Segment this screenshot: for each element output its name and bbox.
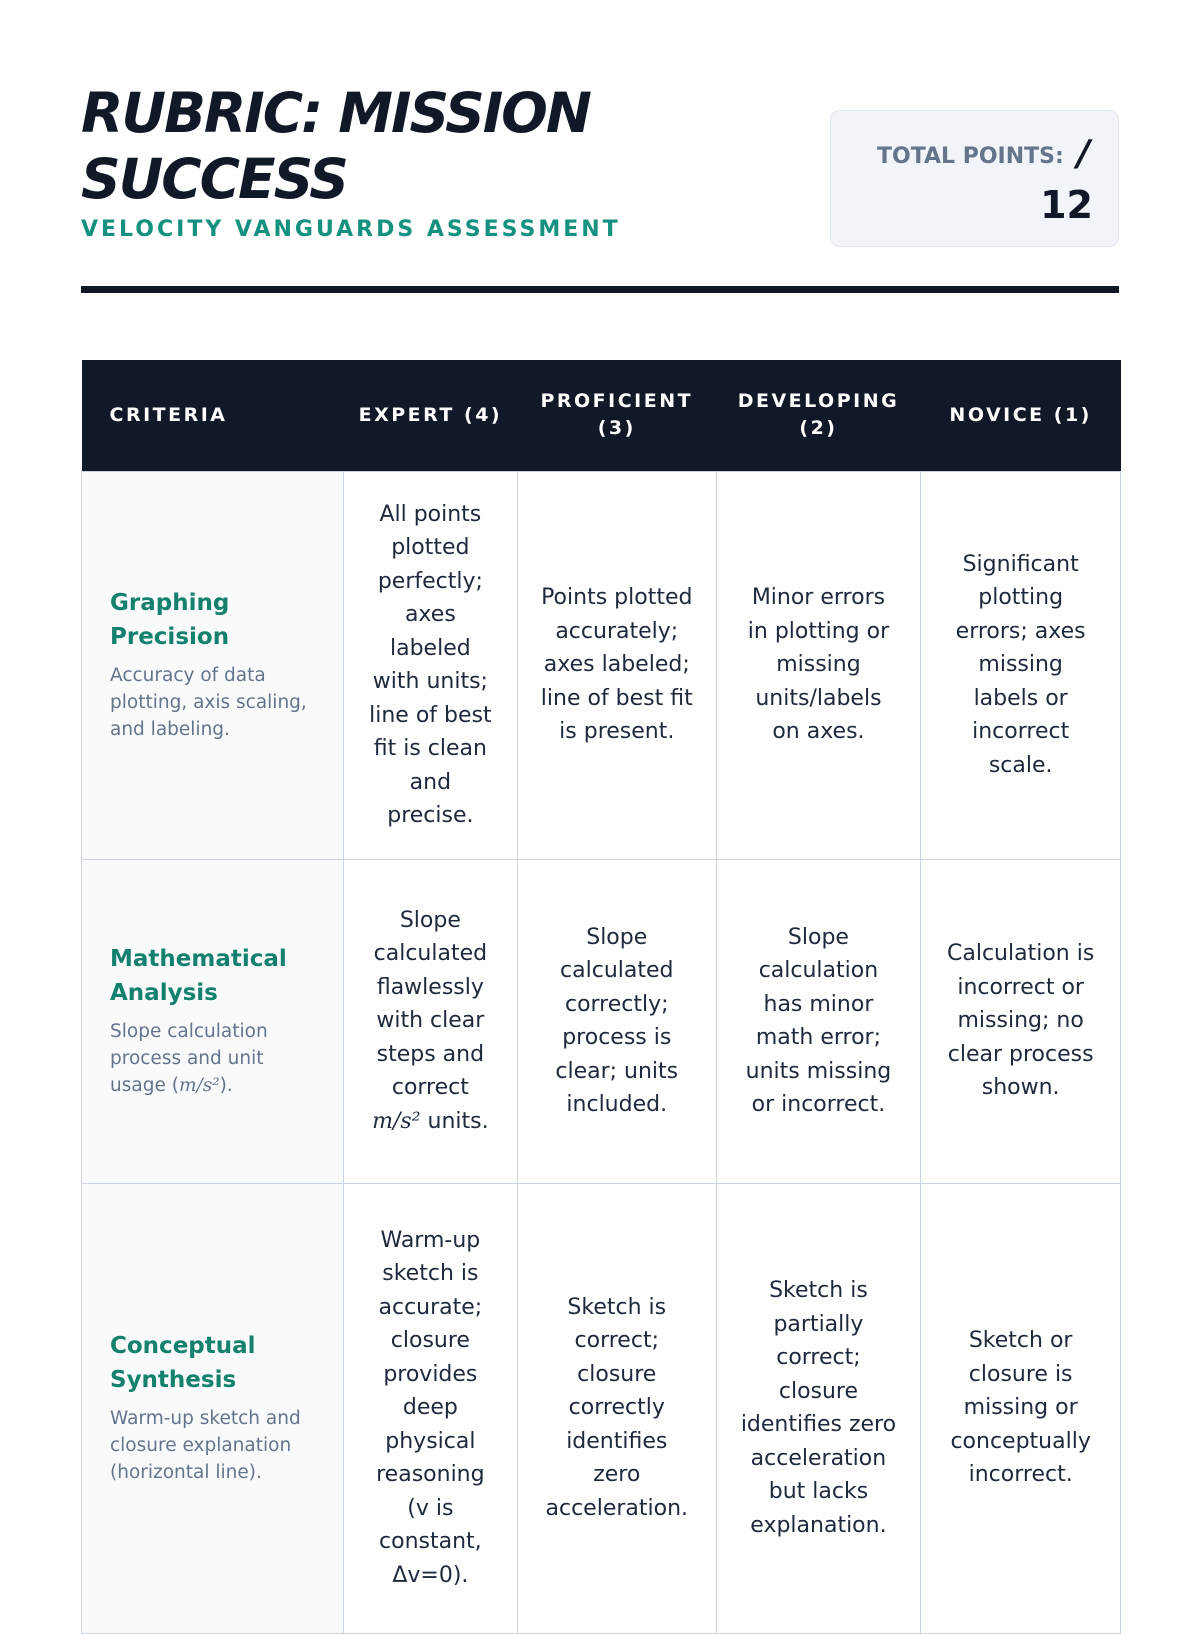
- expert-cell: All points plotted perfectly; axes labeled with units; line of best fit is clean and precise.: [343, 471, 517, 859]
- developing-cell: Minor errors in plotting or missing units/labels on axes.: [716, 471, 921, 859]
- criteria-cell: [82, 471, 344, 859]
- criteria-cell: [82, 859, 344, 1183]
- page-title: RUBRIC: MISSION SUCCESS: [81, 81, 590, 211]
- total-points-box: [830, 110, 1119, 247]
- proficient-cell: Slope calculated correctly; process is clear; units included.: [517, 859, 716, 1183]
- table-row: [82, 859, 1121, 1183]
- units-math: m/s²: [372, 1108, 421, 1134]
- column-header-criteria: CRITERIA: [82, 360, 344, 471]
- page-subtitle: VELOCITY VANGUARDS ASSESSMENT: [81, 217, 621, 242]
- page-header: [81, 0, 1119, 293]
- criteria-description: Accuracy of data plotting, axis scaling, and labeling.: [110, 665, 307, 740]
- rubric-table: [81, 360, 1121, 1634]
- criteria-description: Warm-up sketch and closure explanation (horizontal line).: [110, 1408, 301, 1483]
- total-points-value: 12: [1040, 183, 1093, 227]
- expert-text: Slope calculated flawlessly with clear steps and correct: [373, 907, 488, 1101]
- expert-cell: [343, 859, 517, 1183]
- novice-cell: Sketch or closure is missing or conceptually incorrect.: [921, 1183, 1121, 1633]
- criteria-cell: [82, 1183, 344, 1633]
- criteria-name: Graphing Precision: [110, 590, 230, 650]
- column-header-developing: DEVELOPING (2): [716, 360, 921, 471]
- expert-text-end: units.: [427, 1108, 489, 1134]
- column-header-novice: NOVICE (1): [921, 360, 1121, 471]
- developing-cell: Slope calculation has minor math error; units missing or incorrect.: [716, 859, 921, 1183]
- table-row: [82, 471, 1121, 859]
- criteria-description: [110, 1018, 315, 1099]
- total-points-label: TOTAL POINTS:: [877, 144, 1064, 169]
- criteria-name: Conceptual Synthesis: [110, 1333, 256, 1393]
- column-header-expert: EXPERT (4): [343, 360, 517, 471]
- developing-cell: Sketch is partially correct; closure identifies zero acceleration but lacks explanation.: [716, 1183, 921, 1633]
- proficient-cell: Sketch is correct; closure correctly identifies zero acceleration.: [517, 1183, 716, 1633]
- table-header-row: [82, 360, 1121, 471]
- criteria-description-text: Slope calculation process and unit usage (: [110, 1021, 268, 1096]
- novice-cell: Calculation is incorrect or missing; no clear process shown.: [921, 859, 1121, 1183]
- units-math: m/s²: [178, 1075, 220, 1096]
- novice-cell: Significant plotting errors; axes missing labels or incorrect scale.: [921, 471, 1121, 859]
- criteria-name: Mathematical Analysis: [110, 946, 287, 1006]
- criteria-description-end: ).: [219, 1075, 233, 1096]
- expert-cell: Warm-up sketch is accurate; closure provides deep physical reasoning (v is constant, Δv=0).: [343, 1183, 517, 1633]
- column-header-proficient: PROFICIENT (3): [517, 360, 716, 471]
- table-row: [82, 1183, 1121, 1633]
- total-points-slash: /: [1077, 133, 1091, 174]
- proficient-cell: Points plotted accurately; axes labeled; line of best fit is present.: [517, 471, 716, 859]
